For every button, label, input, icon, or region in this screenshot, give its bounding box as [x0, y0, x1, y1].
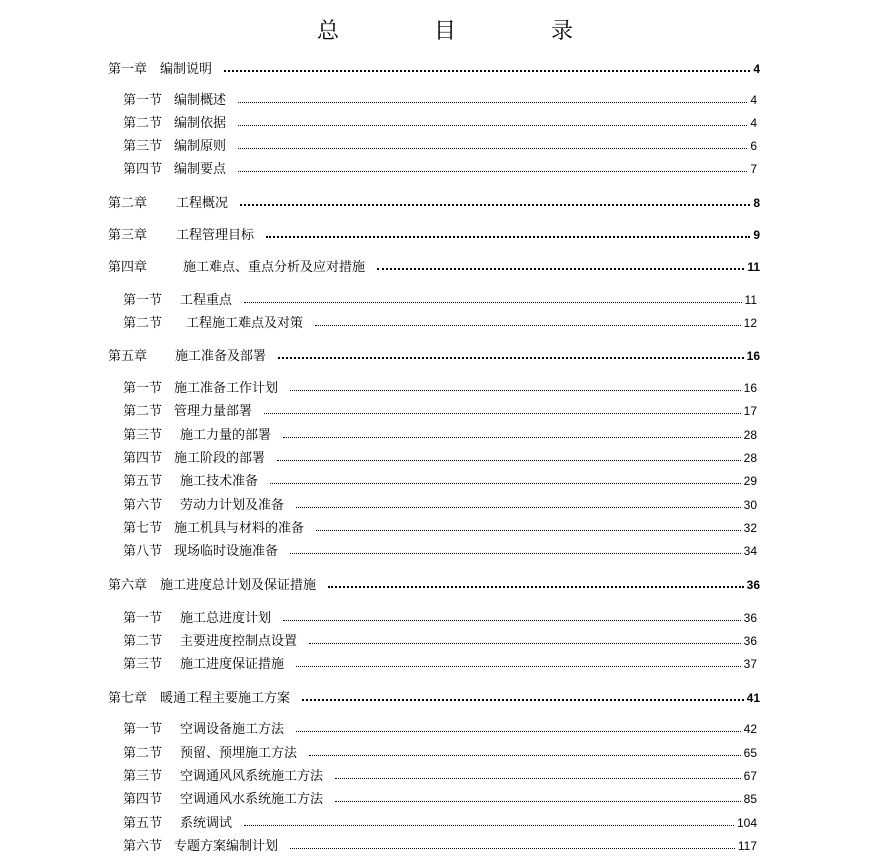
page-number: 29	[743, 474, 757, 488]
section-title: 施工总进度计划	[180, 611, 272, 626]
toc-section-entry[interactable]	[123, 427, 757, 444]
toc-section-entry[interactable]	[123, 838, 757, 855]
dot-leader	[238, 101, 747, 103]
section-number: 第四节	[123, 162, 163, 177]
section-number: 第一节	[123, 381, 163, 396]
chapter-number: 第六章	[108, 578, 148, 593]
page-number: 16	[743, 381, 757, 395]
toc-section-entry[interactable]	[123, 815, 757, 832]
dot-leader	[315, 324, 741, 326]
toc-section-entry[interactable]	[123, 721, 757, 738]
page-number: 4	[750, 93, 757, 107]
toc-section-entry[interactable]	[123, 115, 757, 132]
section-title: 编制原则	[174, 139, 227, 154]
page-number: 36	[746, 578, 760, 592]
chapter-title: 施工难点、重点分析及应对措施	[183, 260, 366, 275]
page-number: 16	[746, 349, 760, 363]
section-title: 系统调试	[180, 816, 233, 831]
chapter-title: 暖通工程主要施工方案	[160, 691, 291, 706]
toc-section-entry[interactable]	[123, 380, 757, 397]
section-number: 第六节	[123, 839, 163, 854]
toc-section-entry[interactable]	[123, 473, 757, 490]
dot-leader	[335, 800, 741, 802]
dot-leader	[283, 619, 741, 621]
section-title: 编制概述	[174, 93, 227, 108]
page-number: 28	[743, 451, 757, 465]
section-title: 专题方案编制计划	[174, 839, 279, 854]
dot-leader	[270, 482, 741, 484]
section-title: 编制要点	[174, 162, 227, 177]
page-number: 117	[737, 839, 757, 853]
page-number: 67	[743, 769, 757, 783]
page-number: 12	[743, 316, 757, 330]
section-title: 施工机具与材料的准备	[174, 521, 305, 536]
dot-leader	[296, 665, 741, 667]
chapter-title: 施工进度总计划及保证措施	[160, 578, 317, 593]
dot-leader	[264, 412, 741, 414]
page-number: 32	[743, 521, 757, 535]
toc-section-entry[interactable]	[123, 138, 757, 155]
chapter-number: 第七章	[108, 691, 148, 706]
section-number: 第四节	[123, 792, 163, 807]
chapter-number: 第五章	[108, 349, 148, 364]
page-number: 4	[750, 116, 757, 130]
chapter-number: 第三章	[108, 228, 148, 243]
section-number: 第三节	[123, 657, 163, 672]
section-number: 第八节	[123, 544, 163, 559]
toc-chapter-entry[interactable]	[108, 577, 760, 594]
dot-leader	[238, 170, 747, 172]
dot-leader	[244, 301, 742, 303]
dot-leader	[238, 124, 747, 126]
chapter-title: 编制说明	[160, 62, 213, 77]
toc-chapter-entry[interactable]	[108, 348, 760, 365]
dot-leader	[335, 777, 741, 779]
section-number: 第二节	[123, 116, 163, 131]
chapter-number: 第二章	[108, 196, 148, 211]
section-number: 第五节	[123, 816, 163, 831]
toc-section-entry[interactable]	[123, 161, 757, 178]
dot-leader	[309, 754, 741, 756]
section-title: 预留、预埋施工方法	[180, 746, 298, 761]
section-number: 第三节	[123, 428, 163, 443]
chapter-number: 第四章	[108, 260, 148, 275]
page-number: 17	[743, 404, 757, 418]
chapter-title: 施工准备及部署	[175, 349, 267, 364]
page-number: 34	[743, 544, 757, 558]
toc-section-entry[interactable]	[123, 92, 757, 109]
page-number: 11	[747, 260, 760, 274]
dot-leader	[278, 356, 744, 359]
section-title: 编制依据	[174, 116, 227, 131]
section-title: 施工进度保证措施	[180, 657, 285, 672]
dot-leader	[266, 235, 750, 238]
page-number: 4	[753, 62, 760, 76]
dot-leader	[296, 730, 741, 732]
toc-section-entry[interactable]	[123, 292, 757, 309]
section-number: 第一节	[123, 293, 163, 308]
toc-section-entry[interactable]	[123, 791, 757, 808]
chapter-title: 工程管理目标	[176, 228, 255, 243]
page-number: 9	[753, 228, 760, 242]
dot-leader	[302, 698, 744, 701]
page-number: 42	[743, 722, 757, 736]
toc-section-entry[interactable]	[123, 497, 757, 514]
dot-leader	[240, 203, 750, 206]
page-number: 65	[743, 746, 757, 760]
toc-chapter-entry[interactable]	[108, 259, 760, 276]
toc-section-entry[interactable]	[123, 633, 757, 650]
dot-leader	[290, 389, 741, 391]
page-number: 36	[743, 634, 757, 648]
dot-leader	[277, 459, 741, 461]
dot-leader	[290, 552, 741, 554]
toc-chapter-entry[interactable]	[108, 61, 760, 78]
page-number: 41	[746, 691, 760, 705]
page-number: 104	[736, 816, 757, 830]
toc-chapter-entry[interactable]	[108, 227, 760, 244]
toc-section-entry[interactable]	[123, 610, 757, 627]
page-number: 28	[743, 428, 757, 442]
dot-leader	[238, 147, 747, 149]
section-number: 第七节	[123, 521, 163, 536]
section-number: 第一节	[123, 93, 163, 108]
page-number: 11	[744, 293, 757, 307]
section-number: 第一节	[123, 611, 163, 626]
dot-leader	[377, 267, 744, 270]
dot-leader	[244, 824, 734, 826]
toc-section-entry[interactable]	[123, 403, 757, 420]
section-number: 第六节	[123, 498, 163, 513]
section-number: 第二节	[123, 746, 163, 761]
section-title: 空调通风水系统施工方法	[180, 792, 324, 807]
dot-leader	[283, 436, 741, 438]
toc-section-entry[interactable]	[123, 315, 757, 332]
section-number: 第四节	[123, 451, 163, 466]
section-title: 管理力量部署	[174, 404, 253, 419]
chapter-title: 工程概况	[176, 196, 229, 211]
dot-leader	[224, 69, 750, 72]
page-number: 6	[750, 139, 757, 153]
section-title: 施工力量的部署	[180, 428, 272, 443]
toc-chapter-entry[interactable]	[108, 690, 760, 707]
section-title: 空调设备施工方法	[180, 722, 285, 737]
dot-leader	[309, 642, 741, 644]
page-number: 37	[743, 657, 757, 671]
toc-section-entry[interactable]	[123, 520, 757, 537]
toc-section-entry[interactable]	[123, 450, 757, 467]
section-title: 施工准备工作计划	[174, 381, 279, 396]
section-title: 工程重点	[180, 293, 233, 308]
toc-section-entry[interactable]	[123, 745, 757, 762]
dot-leader	[296, 506, 741, 508]
section-number: 第二节	[123, 634, 163, 649]
section-title: 工程施工难点及对策	[186, 316, 304, 331]
section-number: 第一节	[123, 722, 163, 737]
toc-section-entry[interactable]	[123, 656, 757, 673]
page-number: 30	[743, 498, 757, 512]
section-number: 第三节	[123, 769, 163, 784]
dot-leader	[290, 847, 735, 849]
toc-title: 总 目 录	[317, 19, 617, 44]
toc-chapter-entry[interactable]	[108, 195, 760, 212]
section-number: 第五节	[123, 474, 163, 489]
section-title: 空调通风风系统施工方法	[180, 769, 324, 784]
section-title: 现场临时设施准备	[174, 544, 279, 559]
page-number: 8	[753, 196, 760, 210]
section-title: 主要进度控制点设置	[180, 634, 298, 649]
chapter-number: 第一章	[108, 62, 148, 77]
section-number: 第三节	[123, 139, 163, 154]
section-title: 施工阶段的部署	[174, 451, 266, 466]
section-title: 施工技术准备	[180, 474, 259, 489]
section-number: 第二节	[123, 316, 163, 331]
dot-leader	[328, 585, 744, 588]
toc-section-entry[interactable]	[123, 543, 757, 560]
toc-section-entry[interactable]	[123, 768, 757, 785]
section-number: 第二节	[123, 404, 163, 419]
dot-leader	[316, 529, 741, 531]
section-title: 劳动力计划及准备	[180, 498, 285, 513]
page-number: 7	[750, 162, 757, 176]
page-number: 85	[743, 792, 757, 806]
page-number: 36	[743, 611, 757, 625]
